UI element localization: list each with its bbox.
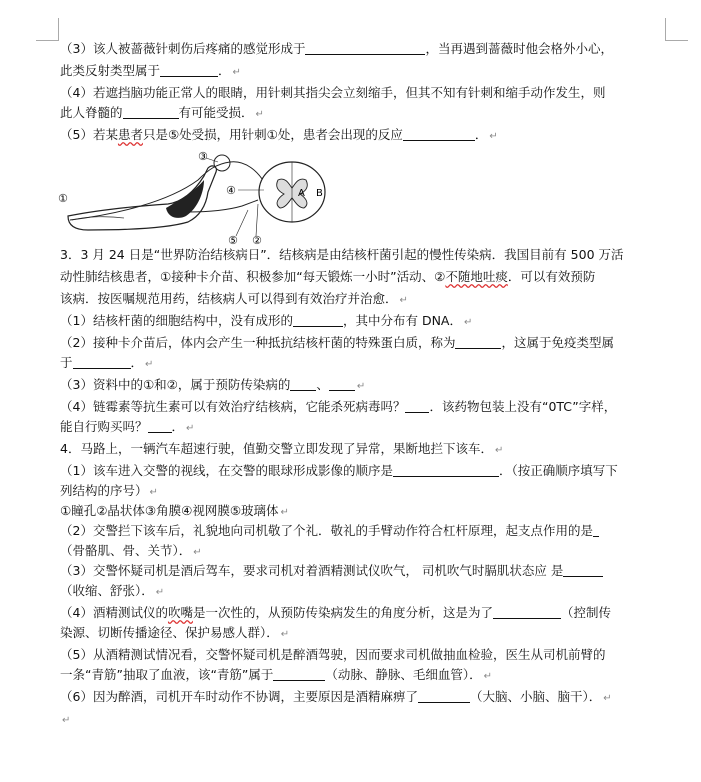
q2-item-5-blank[interactable] [403, 127, 475, 141]
q4-item-1-line1: （1）该车进入交警的视线，在交警的眼球形成影像的顺序是 ．（按正确顺序填写下 [60, 463, 618, 478]
q4-item-5-line2: 一条“青筋”抽取了血液，该“青筋”属于 （动脉、静脉、毛细血管）． ↵ [60, 667, 493, 682]
q3-item-2-line2: 于 ． ↵ [60, 355, 154, 370]
nerve-to-cord [230, 162, 264, 182]
reflex-arc-figure [58, 150, 358, 246]
empty-paragraph: ↵ [62, 715, 71, 726]
q4-item-3-line2: （收缩、舒张）． ↵ [60, 583, 165, 598]
q4-item-2-blank[interactable] [593, 523, 599, 537]
q3-item-2-line1: （2）接种卡介苗后，体内会产生一种抵抗结核杆菌的特殊蛋白质，称为 ，这属于免疫类型属 [60, 335, 614, 350]
page-corner-mark-left [36, 18, 59, 41]
q3-stem-line1: 3．3 月 24 日是“世界防治结核病日”．结核病是由结核杆菌引起的慢性传染病．我国目前有 500 万活 [60, 247, 624, 262]
q2-item-3-line1: （3）该人被蔷薇针刺伤后疼痛的感觉形成于 ，当再遇到蔷薇时他会格外小心， [60, 41, 613, 56]
q2-item-3-line2: 此类反射类型属于 ． ↵ [60, 63, 241, 78]
q4-item-4-line1: （4）酒精测试仪的吹嘴是一次性的，从预防传染病发生的角度分析，这是为了 （控制传 [60, 605, 612, 620]
label-1: ① [58, 192, 68, 205]
q3-item-4-line2: 能自行购买吗？ ． ↵ [60, 419, 195, 434]
region-label-a: A [298, 188, 305, 199]
label-5: ⑤ [228, 234, 238, 246]
q2-item-4-line1: （4）若遮挡脑功能正常人的眼睛，用针刺其指尖会立刻缩手，但其不知有针刺和缩手动作发生，则 [60, 85, 606, 100]
q4-item-4-line2: 染源、切断传播途径、保护易感人群）． ↵ [60, 625, 290, 640]
region-label-b: B [316, 188, 323, 199]
q3-item-1: （1）结核杆菌的细胞结构中，没有成形的 ，其中分布有 DNA． ↵ [60, 313, 473, 328]
q3-item-1-blank[interactable] [293, 313, 343, 327]
q4-item-2-line2: （骨骼肌、骨、关节）． ↵ [60, 543, 202, 558]
q3-item-4-blank-2[interactable] [148, 419, 172, 433]
q3-item-4-line1: （4）链霉素等抗生素可以有效治疗结核病，它能杀死病毒吗？ ．该药物包装上没有“0TC”字样， [60, 399, 617, 414]
q4-item-6-blank[interactable] [418, 689, 470, 703]
q3-item-2-blank-1[interactable] [455, 335, 501, 349]
q3-item-3-blank-1[interactable] [290, 377, 316, 391]
page-corner-mark-right [665, 18, 688, 41]
q2-item-4-line2: 此人脊髓的 有可能受损． ↵ [60, 105, 264, 120]
q4-item-1-line2: 列结构的序号） ↵ [60, 483, 158, 498]
q4-stem: 4．马路上，一辆汽车超速行驶，值勤交警立即发现了异常，果断地拦下该车． ↵ [60, 441, 504, 456]
q4-item-6: （6）因为醉酒，司机开车时动作不协调，主要原因是酒精麻痹了 （大脑、小脑、脑干）． ↵ [60, 689, 612, 704]
q3-item-2-blank-2[interactable] [73, 355, 131, 369]
q4-item-1-blank[interactable] [393, 463, 499, 477]
ganglion-circle [214, 155, 230, 171]
q3-stem-line2: 动性肺结核患者，①接种卡介苗、积极参加“每天锻炼一小时”活动、②不随地吐痰．可以有效预防 [60, 269, 596, 284]
q4-item-3-line1: （3）交警怀疑司机是酒后驾车，要求司机对着酒精测试仪吹气， 司机吹气时膈肌状态应 是 [60, 562, 603, 579]
label-3: ③ [198, 150, 208, 163]
q4-item-3-blank[interactable] [563, 563, 603, 577]
q2-item-4-blank[interactable] [123, 105, 179, 119]
q4-item-5-line1: （5）从酒精测试情况看，交警怀疑司机是醉酒驾驶，因而要求司机做抽血检验，医生从司机前臂的 [60, 647, 606, 662]
q2-item-5-line: （5）若某患者只是⑤处受损，用针刺①处，患者会出现的反应 ． ↵ [60, 127, 498, 142]
label-4: ④ [226, 184, 236, 197]
label-2-leader [256, 204, 258, 236]
q2-item-3-blank-1[interactable] [305, 41, 425, 55]
q3-item-3-blank-2[interactable] [329, 377, 355, 391]
label-2: ② [252, 234, 262, 246]
q4-item-2-line1: （2）交警拦下该车后，礼貌地向司机敬了个礼．敬礼的手臂动作符合杠杆原理，起支点作用的是 [60, 522, 599, 539]
q4-options: ①瞳孔②晶状体③角膜④视网膜⑤玻璃体 ↵ [60, 503, 289, 518]
q3-item-3: （3）资料中的①和②，属于预防传染病的 、 ↵ [60, 377, 366, 392]
q3-stem-line3: 该病．按医嘱规范用药，结核病人可以得到有效治疗并治愈． ↵ [60, 291, 408, 306]
q4-item-4-blank[interactable] [493, 605, 561, 619]
q3-item-4-blank-1[interactable] [405, 399, 429, 413]
label-5-leader [236, 210, 248, 236]
q2-item-3-blank-2[interactable] [160, 63, 218, 77]
q4-item-5-blank[interactable] [273, 667, 325, 681]
